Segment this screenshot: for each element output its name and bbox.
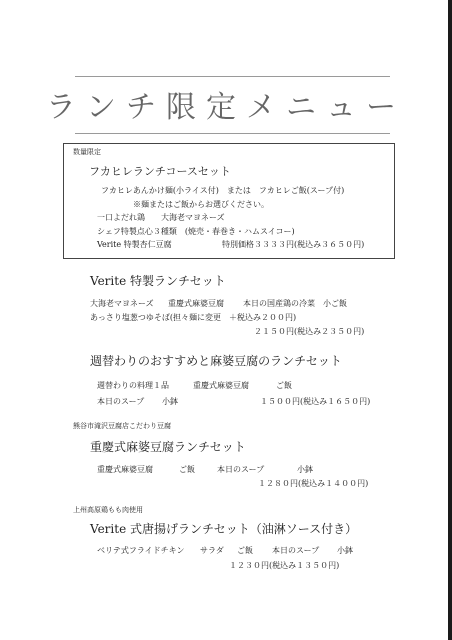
karaage-price: １２３０円(税込み１３５０円) <box>229 561 340 570</box>
verite-item: 重慶式麻婆豆腐 <box>168 299 224 308</box>
verite-item-2: あっさり塩葱つゆそば(担々麺に変更 ＋税込み２００円) <box>90 313 297 322</box>
limited-line-5-item: Verite 特製杏仁豆腐 <box>97 240 172 249</box>
weekly-item: 重慶式麻婆豆腐 <box>193 381 249 390</box>
karaage-set-name: Verite 式唐揚げランチセット（油淋ソース付き） <box>90 522 358 536</box>
page-title: ランチ限定メニュー <box>46 90 406 125</box>
verite-item: 本日の国産鶏の冷菜 <box>243 299 315 308</box>
title-top-rule <box>75 76 390 77</box>
weekly-item: 小鉢 <box>162 397 178 406</box>
mapo-item: 本日のスープ <box>217 465 265 474</box>
limited-line-4: シェフ特製点心３種類 (焼売・春巻き・ハムスイコー) <box>97 227 295 236</box>
limited-tag: 数量限定 <box>73 148 101 156</box>
mapo-item: 小鉢 <box>297 465 313 474</box>
limited-line-2: ※麺またはご飯からお選びください。 <box>133 200 269 209</box>
title-bottom-rule <box>75 133 390 134</box>
karaage-item: 本日のスープ <box>272 546 320 555</box>
limited-line-1: フカヒレあんかけ麺(小ライス付) または フカヒレご飯(スープ付) <box>101 186 345 195</box>
verite-item: 小ご飯 <box>323 299 347 308</box>
mapo-set-name: 重慶式麻婆豆腐ランチセット <box>90 440 246 454</box>
verite-price: ２１５０円(税込み２３５０円) <box>254 327 365 336</box>
limited-line-3: 一口よだれ鶏 大海老マヨネーズ <box>97 213 225 222</box>
weekly-item: ご飯 <box>276 381 292 390</box>
mapo-item: ご飯 <box>179 465 195 474</box>
karaage-tag: 上州高原鶏もも肉使用 <box>73 506 143 514</box>
karaage-item: ご飯 <box>237 546 253 555</box>
weekly-item: 本日のスープ <box>97 397 145 406</box>
verite-item: 大海老マヨネーズ <box>90 299 154 308</box>
weekly-price: １５００円(税込み１６５０円) <box>260 397 371 406</box>
verite-set-name: Verite 特製ランチセット <box>90 274 226 288</box>
karaage-item: 小鉢 <box>337 546 353 555</box>
mapo-tag: 熊谷市滝沢豆腐店こだわり豆腐 <box>73 422 171 430</box>
limited-course-name: フカヒレランチコースセット <box>89 165 231 178</box>
karaage-item: ベリテ式フライドチキン <box>97 546 185 555</box>
weekly-item: 週替わりの料理１品 <box>97 381 169 390</box>
mapo-item: 重慶式麻婆豆腐 <box>97 465 153 474</box>
karaage-item: サラダ <box>200 546 224 555</box>
mapo-price: １２８０円(税込み１４００円) <box>258 479 369 488</box>
weekly-set-name: 週替わりのおすすめと麻婆豆腐のランチセット <box>90 354 342 368</box>
limited-price: 特別価格３３３３円(税込み３６５０円) <box>222 240 365 249</box>
